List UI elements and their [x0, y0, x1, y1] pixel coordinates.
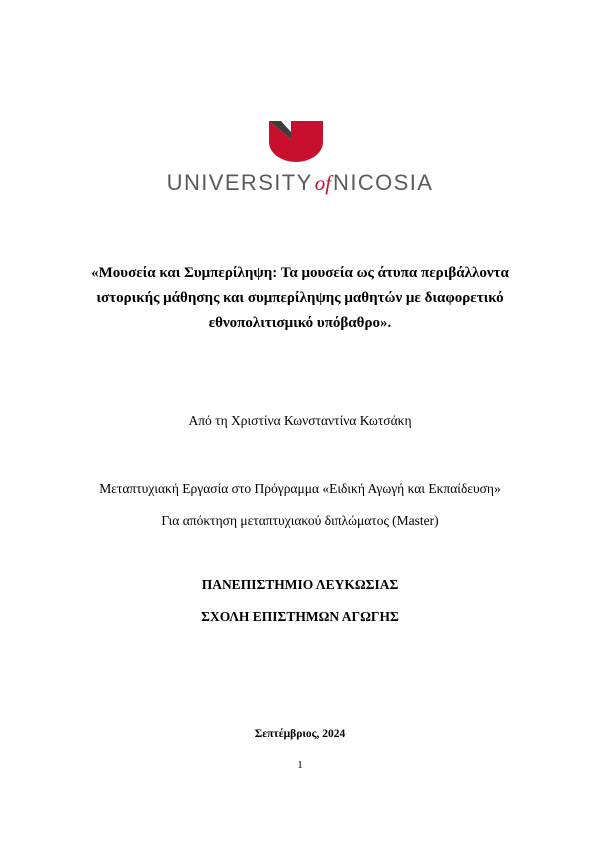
page-number: 1: [297, 759, 303, 771]
thesis-title-line: εθνοπολιτισμικό υπόβαθρο».: [208, 315, 392, 331]
school-name: ΣΧΟΛΗ ΕΠΙΣΤΗΜΩΝ ΑΓΩΓΗΣ: [201, 609, 399, 624]
university-logo-wordmark: [0, 170, 600, 196]
logo-word-nicosia: NICOSIA: [333, 170, 434, 195]
university-logo-emblem: [269, 121, 323, 162]
logo-word-university: UNIVERSITY: [166, 170, 313, 195]
program-line: Μεταπτυχιακή Εργασία στο Πρόγραμμα «Ειδική Αγωγή και Εκπαίδευση»: [99, 481, 501, 496]
thesis-title-line: ιστορικής μάθησης και συμπερίληψης μαθητών με διαφορετικό: [96, 290, 504, 306]
date-line: Σεπτέμβριος, 2024: [254, 728, 346, 740]
author-line: Από τη Χριστίνα Κωνσταντίνα Κωτσάκη: [188, 413, 412, 428]
university-name: ΠΑΝΕΠΙΣΤΗΜΙΟ ΛΕΥΚΩΣΙΑΣ: [201, 577, 399, 592]
degree-line: Για απόκτηση μεταπτυχιακού διπλώματος (Master): [161, 513, 439, 528]
thesis-title: [40, 261, 560, 336]
thesis-title-line: «Μουσεία και Συμπερίληψη: Τα μουσεία ως άτυπα περιβάλλοντα: [91, 265, 509, 281]
logo-word-of: of: [314, 171, 332, 195]
